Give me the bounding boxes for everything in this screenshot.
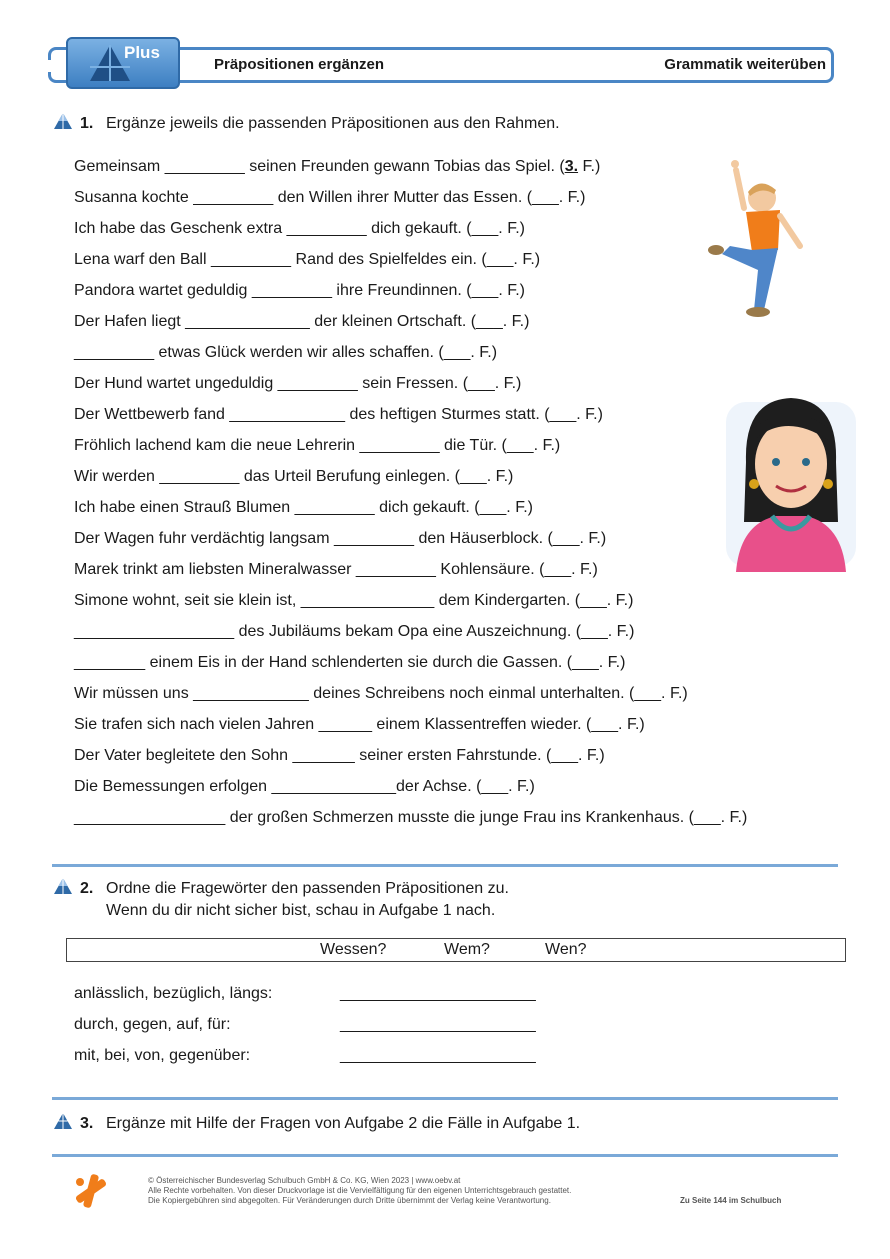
task1-sentence[interactable] [74, 189, 585, 207]
case-answer: 3. [564, 158, 579, 175]
task1-sentence[interactable] [74, 561, 598, 579]
sentence-text: Der Hund wartet ungeduldig _________ sein Fressen. (___. F.) [74, 375, 522, 392]
sentence-text: Wir werden _________ das Urteil Berufung einlegen. (___. F.) [74, 468, 514, 485]
task1-sentence[interactable] [74, 499, 533, 517]
task1-sentence[interactable] [74, 623, 634, 641]
task1-sentence[interactable] [74, 592, 633, 610]
task1-sentence[interactable] [74, 220, 525, 238]
task2-number: 2. [80, 880, 94, 897]
section-divider [52, 1097, 838, 1100]
task1-sentence[interactable] [74, 313, 529, 331]
footer-divider [52, 1154, 838, 1157]
footer-line-3: Die Kopiergebühren sind abgegolten. Für Veränderungen durch Dritte übernimmt der Verlag keine Verantwortung. [148, 1196, 551, 1205]
match-row-blank[interactable]: ______________________ [340, 985, 536, 1002]
sentence-text: Ich habe einen Strauß Blumen _________ dich gekauft. (___. F.) [74, 499, 533, 516]
task1-sentence[interactable] [74, 406, 603, 424]
footer-line-2: Alle Rechte vorbehalten. Von dieser Druckvorlage ist die Vervielfältigung für den eigenen Unterrichtsgebrauch gestattet. [148, 1186, 572, 1195]
task1-sentence[interactable] [74, 530, 606, 548]
sentence-text: Der Wettbewerb fand _____________ des heftigen Sturmes statt. (___. F.) [74, 406, 603, 423]
sentence-text: __________________ des Jubiläums bekam Opa eine Auszeichnung. (___. F.) [74, 623, 635, 640]
task1-sentence[interactable] [74, 809, 747, 827]
section-title: Grammatik weiterüben [664, 56, 826, 73]
woman-illustration [716, 392, 866, 572]
triangle-logo-icon [68, 39, 178, 87]
question-word-wem: Wem? [444, 941, 490, 958]
task1-sentence[interactable] [74, 654, 625, 672]
header-frame-gap [44, 60, 56, 72]
level-triangle-full-icon [53, 1112, 73, 1130]
task2-instruction-line1: Ordne die Fragewörter den passenden Präpositionen zu. [106, 880, 509, 897]
sentence-text: _________ etwas Glück werden wir alles schaffen. (___. F.) [74, 344, 498, 361]
section-divider [52, 864, 838, 867]
match-row-blank[interactable]: ______________________ [340, 1047, 536, 1064]
plus-logo [66, 37, 180, 89]
sentence-text: Susanna kochte _________ den Willen ihrer Mutter das Essen. (___. F.) [74, 189, 586, 206]
task1-sentence[interactable] [74, 437, 560, 455]
footer-line-1: © Österreichischer Bundesverlag Schulbuch GmbH & Co. KG, Wien 2023 | www.oebv.at [148, 1176, 461, 1185]
task1-instruction: Ergänze jeweils die passenden Präpositionen aus den Rahmen. [106, 115, 560, 132]
level-triangle-icon [53, 112, 73, 130]
sentence-text: Lena warf den Ball _________ Rand des Spielfeldes ein. (___. F.) [74, 251, 541, 268]
logo-text: Plus [124, 43, 160, 62]
sentence-text: Sie trafen sich nach vielen Jahren ______ einem Klassentreffen wieder. (___. F.) [74, 716, 645, 733]
sentence-text: Der Hafen liegt ______________ der kleinen Ortschaft. (___. F.) [74, 313, 530, 330]
task1-sentence[interactable] [74, 282, 525, 300]
sentence-text: Die Bemessungen erfolgen ______________der Achse. (___. F.) [74, 778, 535, 795]
task3-instruction: Ergänze mit Hilfe der Fragen von Aufgabe 2 die Fälle in Aufgabe 1. [106, 1115, 581, 1132]
sentence-text: Pandora wartet geduldig _________ ihre Freundinnen. (___. F.) [74, 282, 525, 299]
task1-sentence[interactable] [74, 344, 497, 362]
sentence-text: ________ einem Eis in der Hand schlenderten sie durch die Gassen. (___. F.) [74, 654, 626, 671]
sentence-text: Ich habe das Geschenk extra _________ dich gekauft. (___. F.) [74, 220, 525, 237]
publisher-logo-icon [72, 1172, 110, 1210]
footer-copyright [148, 1176, 571, 1206]
sentence-text-end: F.) [578, 158, 601, 175]
sentence-text: Wir müssen uns _____________ deines Schreibens noch einmal unterhalten. (___. F.) [74, 685, 688, 702]
sentence-text: Der Vater begleitete den Sohn _______ seiner ersten Fahrstunde. (___. F.) [74, 747, 605, 764]
task1-sentence[interactable] [74, 747, 605, 765]
sentence-text: Gemeinsam _________ seinen Freunden gewann Tobias das Spiel. ( [74, 158, 565, 175]
task1-sentence[interactable] [74, 778, 535, 796]
match-row-label: anlässlich, bezüglich, längs: [74, 985, 273, 1002]
sentence-text: _________________ der großen Schmerzen musste die junge Frau ins Krankenhaus. (___. F.) [74, 809, 748, 826]
task1-number: 1. [80, 115, 94, 132]
task1-sentence[interactable] [74, 251, 540, 269]
page-title: Präpositionen ergänzen [214, 56, 385, 73]
task1-sentence[interactable] [74, 468, 513, 486]
task1-sentence[interactable] [74, 158, 600, 176]
match-row-label: mit, bei, von, gegenüber: [74, 1047, 251, 1064]
match-row-label: durch, gegen, auf, für: [74, 1016, 231, 1033]
task2-instruction-line2: Wenn du dir nicht sicher bist, schau in Aufgabe 1 nach. [106, 902, 496, 919]
task3-number: 3. [80, 1115, 94, 1132]
task1-sentence[interactable] [74, 716, 645, 734]
question-word-wessen: Wessen? [320, 941, 387, 958]
task1-sentence[interactable] [74, 685, 688, 703]
task1-sentence[interactable] [74, 375, 521, 393]
level-triangle-icon [53, 877, 73, 895]
sentence-text: Fröhlich lachend kam die neue Lehrerin _________ die Tür. (___. F.) [74, 437, 561, 454]
sentence-text: Simone wohnt, seit sie klein ist, _______________ dem Kindergarten. (___. F.) [74, 592, 634, 609]
sentence-text: Der Wagen fuhr verdächtig langsam _________ den Häuserblock. (___. F.) [74, 530, 607, 547]
footer-page-reference: Zu Seite 144 im Schulbuch [680, 1196, 782, 1205]
boy-illustration [700, 150, 810, 320]
question-word-wen: Wen? [545, 941, 587, 958]
sentence-text: Marek trinkt am liebsten Mineralwasser _________ Kohlensäure. (___. F.) [74, 561, 598, 578]
match-row-blank[interactable]: ______________________ [340, 1016, 536, 1033]
